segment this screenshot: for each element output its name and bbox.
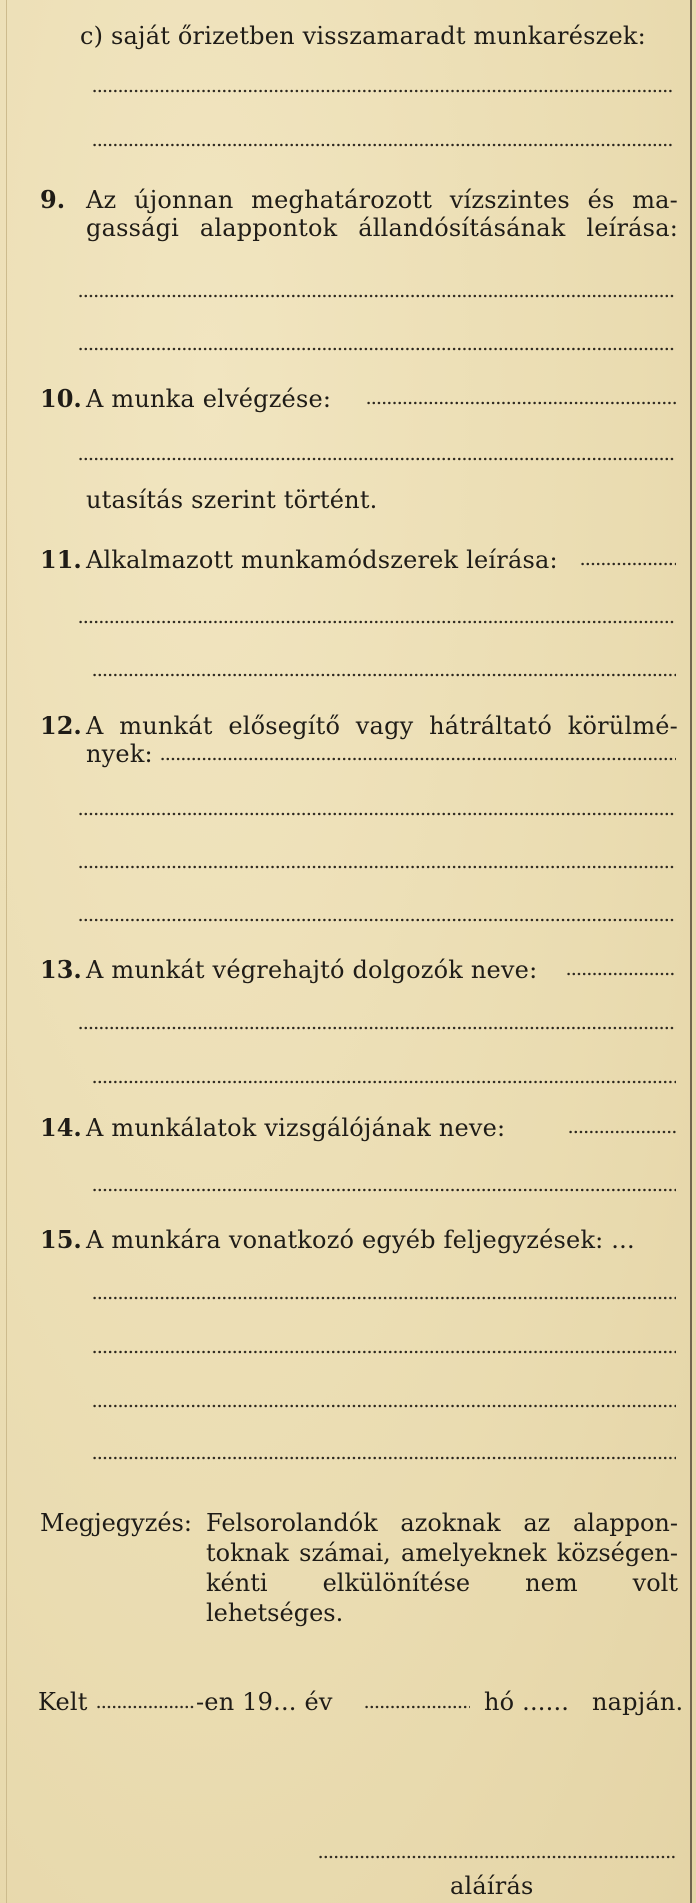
answer-line: [92, 1456, 676, 1460]
item-15-number: 15.: [40, 1225, 82, 1254]
answer-line: [160, 757, 676, 761]
answer-line: [92, 1188, 676, 1192]
answer-line: [78, 865, 676, 869]
item-15-text: A munkára vonatkozó egyéb feljegyzések: ...: [86, 1226, 635, 1254]
signature-line: [318, 1855, 676, 1859]
note-line2: toknak számai, amelyeknek községen-: [206, 1539, 678, 1567]
item-14-number: 14.: [40, 1113, 82, 1142]
item-11-number: 11.: [40, 545, 82, 574]
answer-line: [580, 562, 676, 566]
item-10-text: A munka elvégzése:: [86, 385, 332, 413]
answer-line: [568, 1130, 676, 1134]
note-line3: kénti elkülönítése nem volt lehetséges.: [206, 1569, 678, 1627]
item-13-text: A munkát végrehajtó dolgozók neve:: [86, 956, 538, 984]
item-9-text-line1: Az újonnan meghatározott vízszintes és ma-: [86, 186, 678, 214]
item-c-label: c) saját őrizetben visszamaradt munkarészek:: [80, 22, 646, 50]
answer-line: [78, 918, 676, 922]
answer-line: [92, 143, 674, 147]
kelt-en-year: -en 19... év: [196, 1688, 333, 1716]
item-9-number: 9.: [40, 185, 66, 214]
signature-label: aláírás: [450, 1872, 534, 1900]
item-14-text: A munkálatok vizsgálójának neve:: [86, 1114, 506, 1142]
answer-line: [566, 972, 676, 976]
answer-line: [78, 294, 676, 298]
answer-line: [78, 812, 676, 816]
answer-line: [92, 673, 676, 677]
answer-line: [78, 1026, 676, 1030]
item-12-number: 12.: [40, 711, 82, 740]
item-10-number: 10.: [40, 384, 82, 413]
date-place-line: [96, 1705, 196, 1709]
date-month-line: [364, 1705, 470, 1709]
answer-line: [92, 1404, 676, 1408]
note-line1: Felsorolandók azoknak az alappon-: [206, 1509, 678, 1537]
kelt-napjan: napján.: [592, 1688, 684, 1716]
answer-line: [92, 1080, 676, 1084]
item-13-number: 13.: [40, 955, 82, 984]
answer-line: [78, 457, 676, 461]
item-12-text-line1: A munkát elősegítő vagy hátráltató körülmé-: [86, 712, 678, 740]
page-edge-line: [690, 0, 692, 1903]
answer-line: [92, 1350, 676, 1354]
answer-line: [92, 89, 674, 93]
kelt-ho: hó ......: [484, 1688, 570, 1716]
answer-line: [78, 347, 676, 351]
item-11-text: Alkalmazott munkamódszerek leírása:: [86, 546, 558, 574]
answer-line: [366, 401, 676, 405]
item-10-continuation: utasítás szerint történt.: [86, 486, 378, 514]
answer-line: [92, 1296, 676, 1300]
item-12-text-line2: nyek:: [86, 740, 153, 768]
page-edge-crease: [6, 0, 7, 1903]
kelt-label: Kelt: [38, 1688, 88, 1716]
note-label: Megjegyzés:: [40, 1509, 192, 1537]
item-9-text-line2: gassági alappontok állandósításának leírása:: [86, 214, 678, 242]
answer-line: [78, 620, 676, 624]
